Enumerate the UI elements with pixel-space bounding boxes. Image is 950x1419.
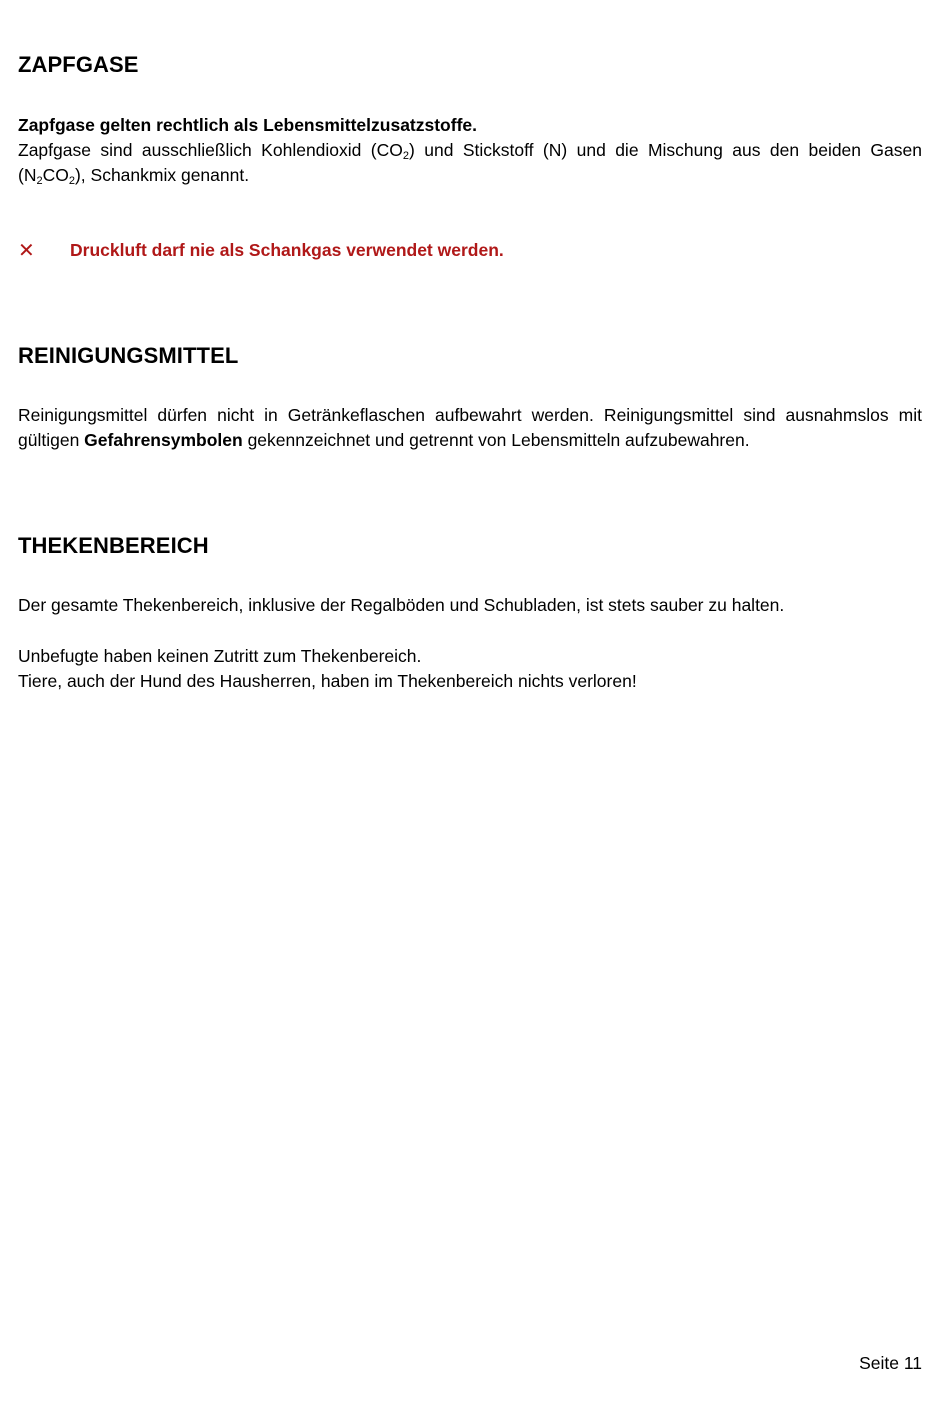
- subscript-2: 2: [36, 175, 43, 187]
- subscript-2: 2: [68, 175, 75, 187]
- zapfgase-body-text-4: ), Schankmix genannt.: [74, 165, 250, 185]
- thekenbereich-para-2-line-1: Unbefugte haben keinen Zutritt zum Thekenbereich.: [18, 646, 422, 666]
- thekenbereich-para-1: Der gesamte Thekenbereich, inklusive der Regalböden und Schubladen, ist stets sauber zu halten.: [18, 595, 785, 615]
- reinigungsmittel-body: [18, 403, 922, 453]
- zapfgase-body-text-3: CO: [42, 165, 69, 185]
- section-title-zapfgase: ZAPFGASE: [18, 52, 139, 77]
- section-title-reinigungsmittel: REINIGUNGSMITTEL: [18, 343, 239, 368]
- zapfgase-body-text-2: ) und Stickstoff (N) und die Mischung aus den beiden Gasen (N: [18, 140, 922, 185]
- subscript-2: 2: [402, 150, 409, 162]
- warning-text: Druckluft darf nie als Schankgas verwendet werden.: [70, 240, 504, 260]
- reinigungsmittel-bold: Gefahrensymbolen: [84, 430, 243, 450]
- cross-icon: ✕: [18, 238, 35, 262]
- zapfgase-lead: Zapfgase gelten rechtlich als Lebensmittelzusatzstoffe.: [18, 115, 477, 135]
- section-title-thekenbereich: THEKENBEREICH: [18, 533, 209, 558]
- zapfgase-body-text-1: Zapfgase sind ausschließlich Kohlendioxid (CO: [18, 140, 403, 160]
- page-number: Seite 11: [859, 1353, 922, 1373]
- reinigungsmittel-text-1: Reinigungsmittel dürfen nicht in Getränkeflaschen aufbewahrt werden. Reinigungsmittel sind ausnahmslos mit gültigen: [18, 405, 922, 450]
- reinigungsmittel-text-2: gekennzeichnet und getrennt von Lebensmitteln aufzubewahren.: [242, 430, 750, 450]
- thekenbereich-para-2-line-2: Tiere, auch der Hund des Hausherren, haben im Thekenbereich nichts verloren!: [18, 671, 637, 691]
- zapfgase-body: [18, 138, 922, 188]
